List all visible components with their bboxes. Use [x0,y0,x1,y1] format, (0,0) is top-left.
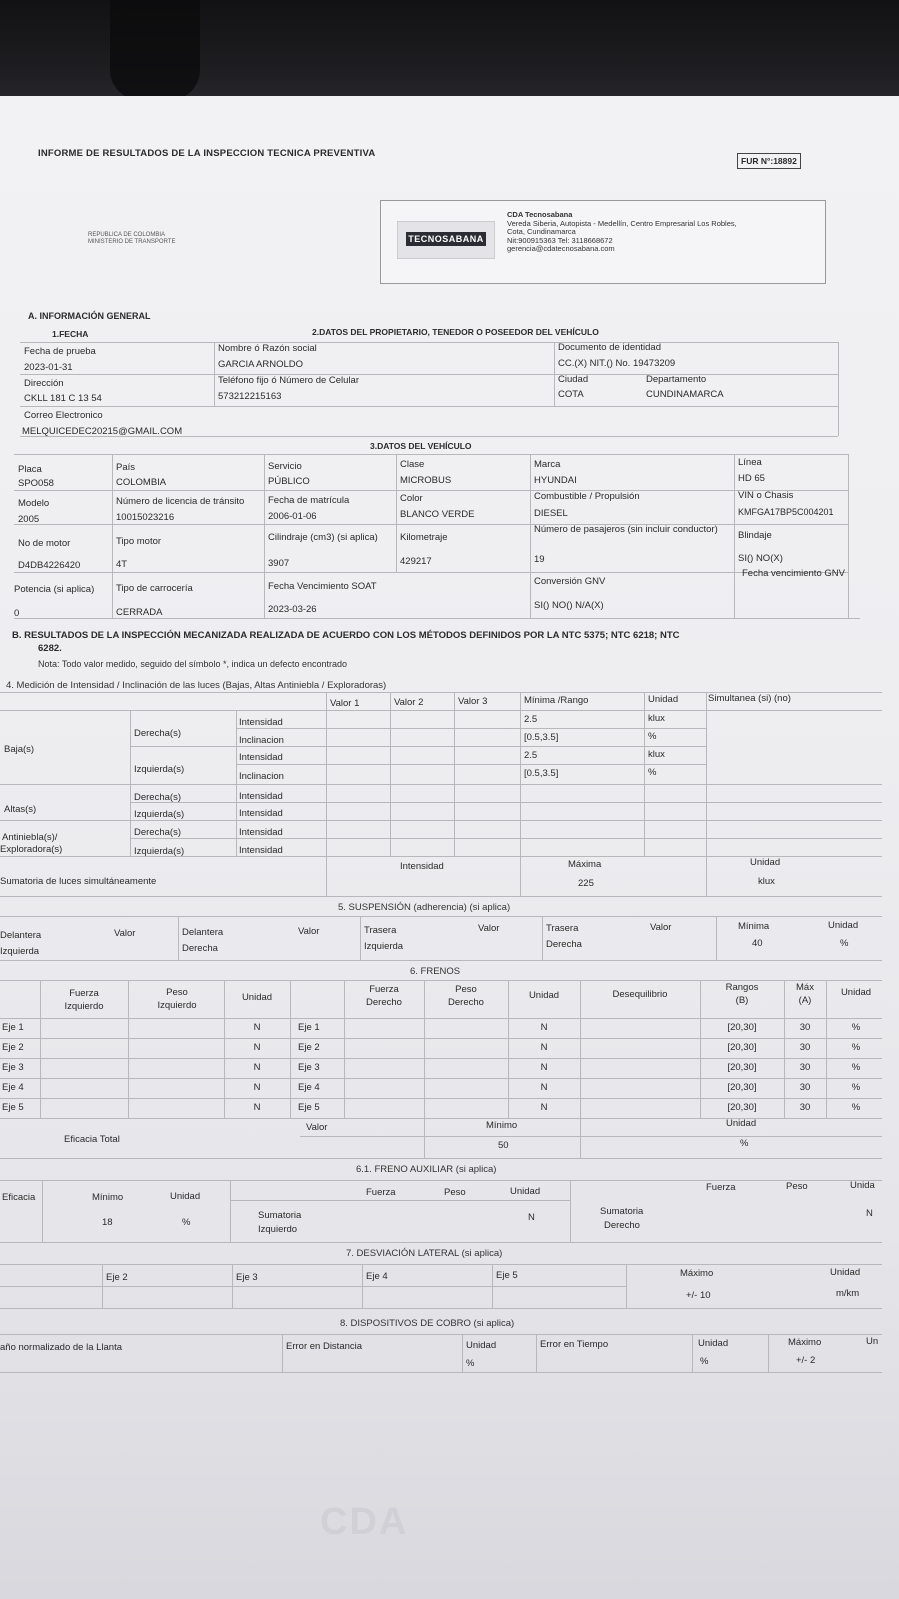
luces-header: Simultanea (si) (no) [708,693,791,704]
susp-unidad: % [840,938,849,949]
sumatoria-maxima: 225 [578,878,594,889]
frenos-peso-izq-2: Izquierdo [157,1000,197,1011]
luces-header: Unidad [648,694,679,705]
aux-sum-der-2: Derecho [604,1220,640,1231]
brake-max: 30 [799,1082,811,1093]
brake-axle-left: Eje 3 [2,1062,24,1073]
pais-label: País [116,462,136,473]
sumatoria-unidad: klux [758,876,775,887]
aux-unidad-cut: Unida [850,1180,875,1191]
susp-tra-izq: Trasera [364,925,397,936]
frenos-unidad-der: Unidad [528,990,560,1001]
ciudad-value: COTA [558,389,584,400]
susp-valor: Valor [650,922,672,933]
logo-text: TECNOSABANA [406,232,486,246]
sumatoria-label: Sumatoria de luces simultáneamente [0,876,157,887]
brake-unit-left: N [253,1062,261,1073]
cda-line: Vereda Siberia, Autopista - Medellín, Centro Empresarial Los Robles, [507,218,737,228]
tel-label: Teléfono fijo ó Número de Celular [218,375,359,386]
intensidad-label: Intensidad [239,752,283,763]
aux-sum-izq-2: Izquierdo [258,1224,298,1235]
frenos-max: Máx [796,982,814,993]
rango-inclinacion: [0.5,3.5] [524,768,559,779]
aux-n-der: N [866,1208,873,1219]
desviacion-title: 7. DESVIACIÓN LATERAL (si aplica) [346,1248,503,1259]
marca-label: Marca [534,459,561,470]
cda-address [507,211,737,254]
nombre-label: Nombre ó Razón social [218,343,317,354]
auxiliar-title: 6.1. FRENO AUXILIAR (si aplica) [356,1164,497,1175]
brake-pct: % [851,1042,861,1053]
watermark-text: CDA [320,1501,409,1543]
sumatoria-maxima-label: Máxima [568,859,602,870]
licencia-label: Número de licencia de tránsito [116,496,245,507]
matricula-value: 2006-01-06 [268,511,317,522]
brake-max: 30 [799,1062,811,1073]
fecha-title: 1.FECHA [52,329,89,339]
desv-max: +/- 10 [686,1290,711,1301]
desv-unidad-label: Unidad [830,1267,861,1278]
brake-axle-right: Eje 5 [298,1102,320,1113]
susp-del-izq-2: Izquierda [0,946,40,957]
eficacia-minimo-label: Mínimo [486,1120,518,1131]
cda-line: Nit:900915363 Tel: 3118668672 [507,235,613,245]
eficacia-unidad: % [740,1138,749,1149]
republica-text: REPUBLICA DE COLOMBIA [88,232,166,238]
rango-intensidad: 2.5 [524,714,538,725]
desv-eje-2: Eje 2 [106,1272,128,1283]
susp-valor: Valor [298,926,320,937]
ministry-header [88,232,175,246]
brake-unit-left: N [253,1082,261,1093]
intensidad-label: Intensidad [239,808,283,819]
results-title: B. RESULTADOS DE LA INSPECCIÓN MECANIZADA REALIZADA DE ACUERDO CON LOS MÉTODOS DEFINIDOS POR LA NTC 5375; NTC 6218; NTC [12,630,680,641]
brake-pct: % [851,1062,861,1073]
brake-unit-left: N [253,1042,261,1053]
brake-range: [20,30] [727,1022,757,1033]
brake-axle-left: Eje 2 [2,1042,24,1053]
frenos-desequilibrio: Desequilibrio [612,989,668,1000]
gnv-value: SI() NO() N/A(X) [534,600,604,611]
combustible-value: DIESEL [534,508,568,519]
frenos-max-2: (A) [798,995,812,1006]
correo-value: MELQUICEDEC20215@GMAIL.COM [22,426,183,437]
cilindraje-value: 3907 [268,558,290,569]
unidad-inclinacion: % [648,731,657,742]
brake-max: 30 [799,1042,811,1053]
susp-del-der: Delantera [182,927,224,938]
blindaje-value: SI() NO(X) [738,553,783,564]
blindaje-label: Blindaje [738,530,772,541]
soat-value: 2023-03-26 [268,604,317,615]
desv-eje-3: Eje 3 [236,1272,258,1283]
correo-label: Correo Electronico [24,410,103,421]
dir-value: CKLL 181 C 13 54 [24,393,102,404]
tipomotor-label: Tipo motor [116,536,162,547]
unidad-intensidad: klux [648,713,665,724]
pasajeros-value: 19 [534,554,545,565]
combustible-label: Combustible / Propulsión [534,491,640,502]
antiniebla-izquierda: Izquierda(s) [134,846,185,857]
placa-label: Placa [18,464,42,475]
pasajeros-label: Número de pasajeros (sin incluir conductor) [534,524,718,535]
brake-unit-right: N [540,1102,548,1113]
brake-unit-right: N [540,1042,548,1053]
background-top [0,0,899,110]
altas-derecha: Derecha(s) [134,792,181,803]
luces-header: Valor 3 [458,696,488,707]
depto-label: Departamento [646,374,707,385]
desv-max-label: Máximo [680,1268,714,1279]
background-fold [110,0,200,100]
frenos-peso-izq: Peso [166,987,188,998]
modelo-label: Modelo [18,498,50,509]
aux-sum-izq: Sumatoria [258,1210,302,1221]
brake-unit-right: N [540,1022,548,1033]
motor-label: No de motor [18,538,71,549]
licencia-value: 10015023216 [116,512,175,523]
color-value: BLANCO VERDE [400,509,475,520]
aux-minimo-label: Mínimo [92,1192,124,1203]
brake-range: [20,30] [727,1042,757,1053]
ciudad-label: Ciudad [558,374,589,385]
aux-sum-der: Sumatoria [600,1206,644,1217]
brake-unit-right: N [540,1062,548,1073]
cda-line: CDA Tecnosabana [507,210,573,219]
km-value: 429217 [400,556,432,567]
frenos-unidad-izq: Unidad [241,992,273,1003]
susp-del-der-2: Derecha [182,943,218,954]
potencia-value: 0 [14,608,20,619]
linea-label: Línea [738,457,762,468]
susp-valor: Valor [114,928,136,939]
cobro-err-tiempo: Error en Tiempo [540,1339,609,1350]
eficacia-total-label: Eficacia Total [64,1134,120,1145]
aux-peso: Peso [444,1187,466,1198]
brake-max: 30 [799,1102,811,1113]
susp-tra-der-2: Derecha [546,939,582,950]
luces-header: Valor 2 [394,697,424,708]
cobro-unidad-cut: Un [866,1336,879,1347]
gnv-label: Conversión GNV [534,576,606,587]
frenos-fuerza-izq: Fuerza [69,988,99,999]
tipomotor-value: 4T [116,559,128,570]
eficacia-valor-label: Valor [306,1122,328,1133]
document-page [0,96,899,1599]
clase-value: MICROBUS [400,475,452,486]
unidad-intensidad: klux [648,749,665,760]
carroceria-value: CERRADA [116,607,163,618]
altas-label: Altas(s) [4,804,37,815]
cobro-unidad: % [466,1358,475,1369]
cobro-unidad-2: % [700,1356,709,1367]
aux-n: N [528,1212,535,1223]
cda-line: Cota, Cundinamarca [507,227,576,236]
susp-valor: Valor [478,923,500,934]
ministerio-text: MINISTERIO DE TRANSPORTE [88,239,176,245]
cobro-max-label: Máximo [788,1337,822,1348]
frenos-title: 6. FRENOS [410,966,461,977]
nombre-value: GARCIA ARNOLDO [218,359,303,370]
soat-label: Fecha Vencimiento SOAT [268,581,377,592]
vin-label: VIN o Chasis [738,490,794,501]
marca-value: HYUNDAI [534,475,577,486]
frenos-rangos: Rangos [725,982,759,993]
baja-label: Baja(s) [4,744,35,755]
matricula-label: Fecha de matrícula [268,495,350,506]
susp-del-izq: Delantera [0,930,42,941]
color-label: Color [400,493,423,504]
brake-axle-left: Eje 5 [2,1102,24,1113]
frenos-fuerza-der-2: Derecho [366,997,402,1008]
report-title: INFORME DE RESULTADOS DE LA INSPECCION TECNICA PREVENTIVA [38,148,376,159]
brake-axle-right: Eje 4 [298,1082,320,1093]
frenos-peso-der-2: Derecho [448,997,484,1008]
susp-tra-izq-2: Izquierda [364,941,404,952]
suspension-title: 5. SUSPENSIÓN (adherencia) (si aplica) [338,902,511,913]
results-note: Nota: Todo valor medido, seguido del símbolo *, indica un defecto encontrado [38,659,348,669]
aux-fuerza-der: Fuerza [706,1182,736,1193]
aux-unidad-col: Unidad [510,1186,541,1197]
unidad-inclinacion: % [648,767,657,778]
susp-minima: 40 [752,938,763,949]
brake-axle-right: Eje 2 [298,1042,320,1053]
cda-line: gerencia@cdatecnosabana.com [507,244,615,253]
cilindraje-label: Cilindraje (cm3) (si aplica) [268,532,378,543]
doc-value: CC.(X) NIT.() No. 19473209 [558,358,676,369]
intensidad-label: Intensidad [239,827,283,838]
depto-value: CUNDINAMARCA [646,389,724,400]
km-label: Kilometraje [400,532,448,543]
brake-range: [20,30] [727,1082,757,1093]
aux-unidad: % [182,1217,191,1228]
tel-value: 573212215163 [218,391,282,402]
brake-axle-right: Eje 1 [298,1022,320,1033]
frenos-unidad: Unidad [840,987,872,998]
aux-peso-der: Peso [786,1181,808,1192]
inclinacion-label: Inclinacion [239,735,284,746]
vehicle-title: 3.DATOS DEL VEHÍCULO [370,441,472,451]
brake-axle-left: Eje 1 [2,1022,24,1033]
frenos-rangos-2: (B) [735,995,749,1006]
intensidad-label: Intensidad [239,845,283,856]
aux-unidad-label: Unidad [170,1191,201,1202]
vin-value: KMFGA17BP5C004201 [738,507,834,517]
brake-unit-right: N [540,1082,548,1093]
luces-header: Valor 1 [330,698,360,709]
susp-unidad-label: Unidad [828,920,859,931]
frenos-peso-der: Peso [455,984,477,995]
exploradora-label: Exploradora(s) [0,844,63,855]
linea-value: HD 65 [738,473,765,484]
cobro-err-dist: Error en Distancia [286,1341,363,1352]
luces-header: Mínima /Rango [524,695,589,706]
eficacia-minimo: 50 [498,1140,509,1151]
modelo-value: 2005 [18,514,40,525]
servicio-label: Servicio [268,461,302,472]
intensidad-label: Intensidad [239,717,283,728]
sumatoria-intensidad: Intensidad [400,861,444,872]
brake-unit-left: N [253,1022,261,1033]
potencia-label: Potencia (si aplica) [14,584,95,595]
cobro-llanta: año normalizado de la Llanta [0,1342,123,1353]
baja-izquierda: Izquierda(s) [134,764,185,775]
fecha-label: Fecha de prueba [24,346,96,357]
cobro-max: +/- 2 [796,1355,816,1366]
cda-info-box [380,200,826,284]
sumatoria-unidad-label: Unidad [750,857,781,868]
frenos-fuerza-der: Fuerza [369,984,399,995]
desv-unidad: m/km [836,1288,860,1299]
rango-intensidad: 2.5 [524,750,538,761]
clase-label: Clase [400,459,425,470]
intensidad-label: Intensidad [239,791,283,802]
susp-minima-label: Mínima [738,921,770,932]
results-title-2: 6282. [38,643,62,654]
brake-axle-right: Eje 3 [298,1062,320,1073]
desv-eje-5: Eje 5 [496,1270,518,1281]
cobro-title: 8. DISPOSITIVOS DE COBRO (si aplica) [340,1318,515,1329]
section-a-title: A. INFORMACIÓN GENERAL [28,311,151,321]
brake-max: 30 [799,1022,811,1033]
aux-eficacia: Eficacia [2,1192,36,1203]
baja-derecha: Derecha(s) [134,728,181,739]
cobro-unidad-label: Unidad [466,1340,497,1351]
fecha-value: 2023-01-31 [24,362,73,373]
brake-range: [20,30] [727,1102,757,1113]
fur-number: FUR N°:18892 [737,153,801,169]
brake-pct: % [851,1102,861,1113]
rango-inclinacion: [0.5,3.5] [524,732,559,743]
brake-pct: % [851,1022,861,1033]
owner-title: 2.DATOS DEL PROPIETARIO, TENEDOR O POSEEDOR DEL VEHÍCULO [312,327,599,337]
antiniebla-derecha: Derecha(s) [134,827,181,838]
tecnosabana-logo [397,221,495,259]
brake-pct: % [851,1082,861,1093]
aux-minimo: 18 [102,1217,113,1228]
frenos-fuerza-izq-2: Izquierdo [64,1001,104,1012]
desv-eje-4: Eje 4 [366,1271,388,1282]
brake-unit-left: N [253,1102,261,1113]
servicio-value: PÚBLICO [268,476,310,487]
cobro-unidad-label-2: Unidad [698,1338,729,1349]
brake-axle-left: Eje 4 [2,1082,24,1093]
antiniebla-label: Antiniebla(s)/ [2,832,58,843]
altas-izquierda: Izquierda(s) [134,809,185,820]
gnv-fecha-label: Fecha vencimiento GNV [742,568,845,579]
inclinacion-label: Inclinacion [239,771,284,782]
luces-title: 4. Medición de Intensidad / Inclinación de las luces (Bajas, Altas Antiniebla / Exploradoras) [6,680,387,691]
motor-value: D4DB4226420 [18,560,81,571]
dir-label: Dirección [24,378,64,389]
placa-value: SPO058 [18,478,54,489]
pais-value: COLOMBIA [116,477,167,488]
eficacia-unidad-label: Unidad [726,1118,757,1129]
susp-tra-der: Trasera [546,923,579,934]
doc-label: Documento de identidad [558,342,661,353]
carroceria-label: Tipo de carrocería [116,583,193,594]
aux-fuerza: Fuerza [366,1187,396,1198]
brake-range: [20,30] [727,1062,757,1073]
